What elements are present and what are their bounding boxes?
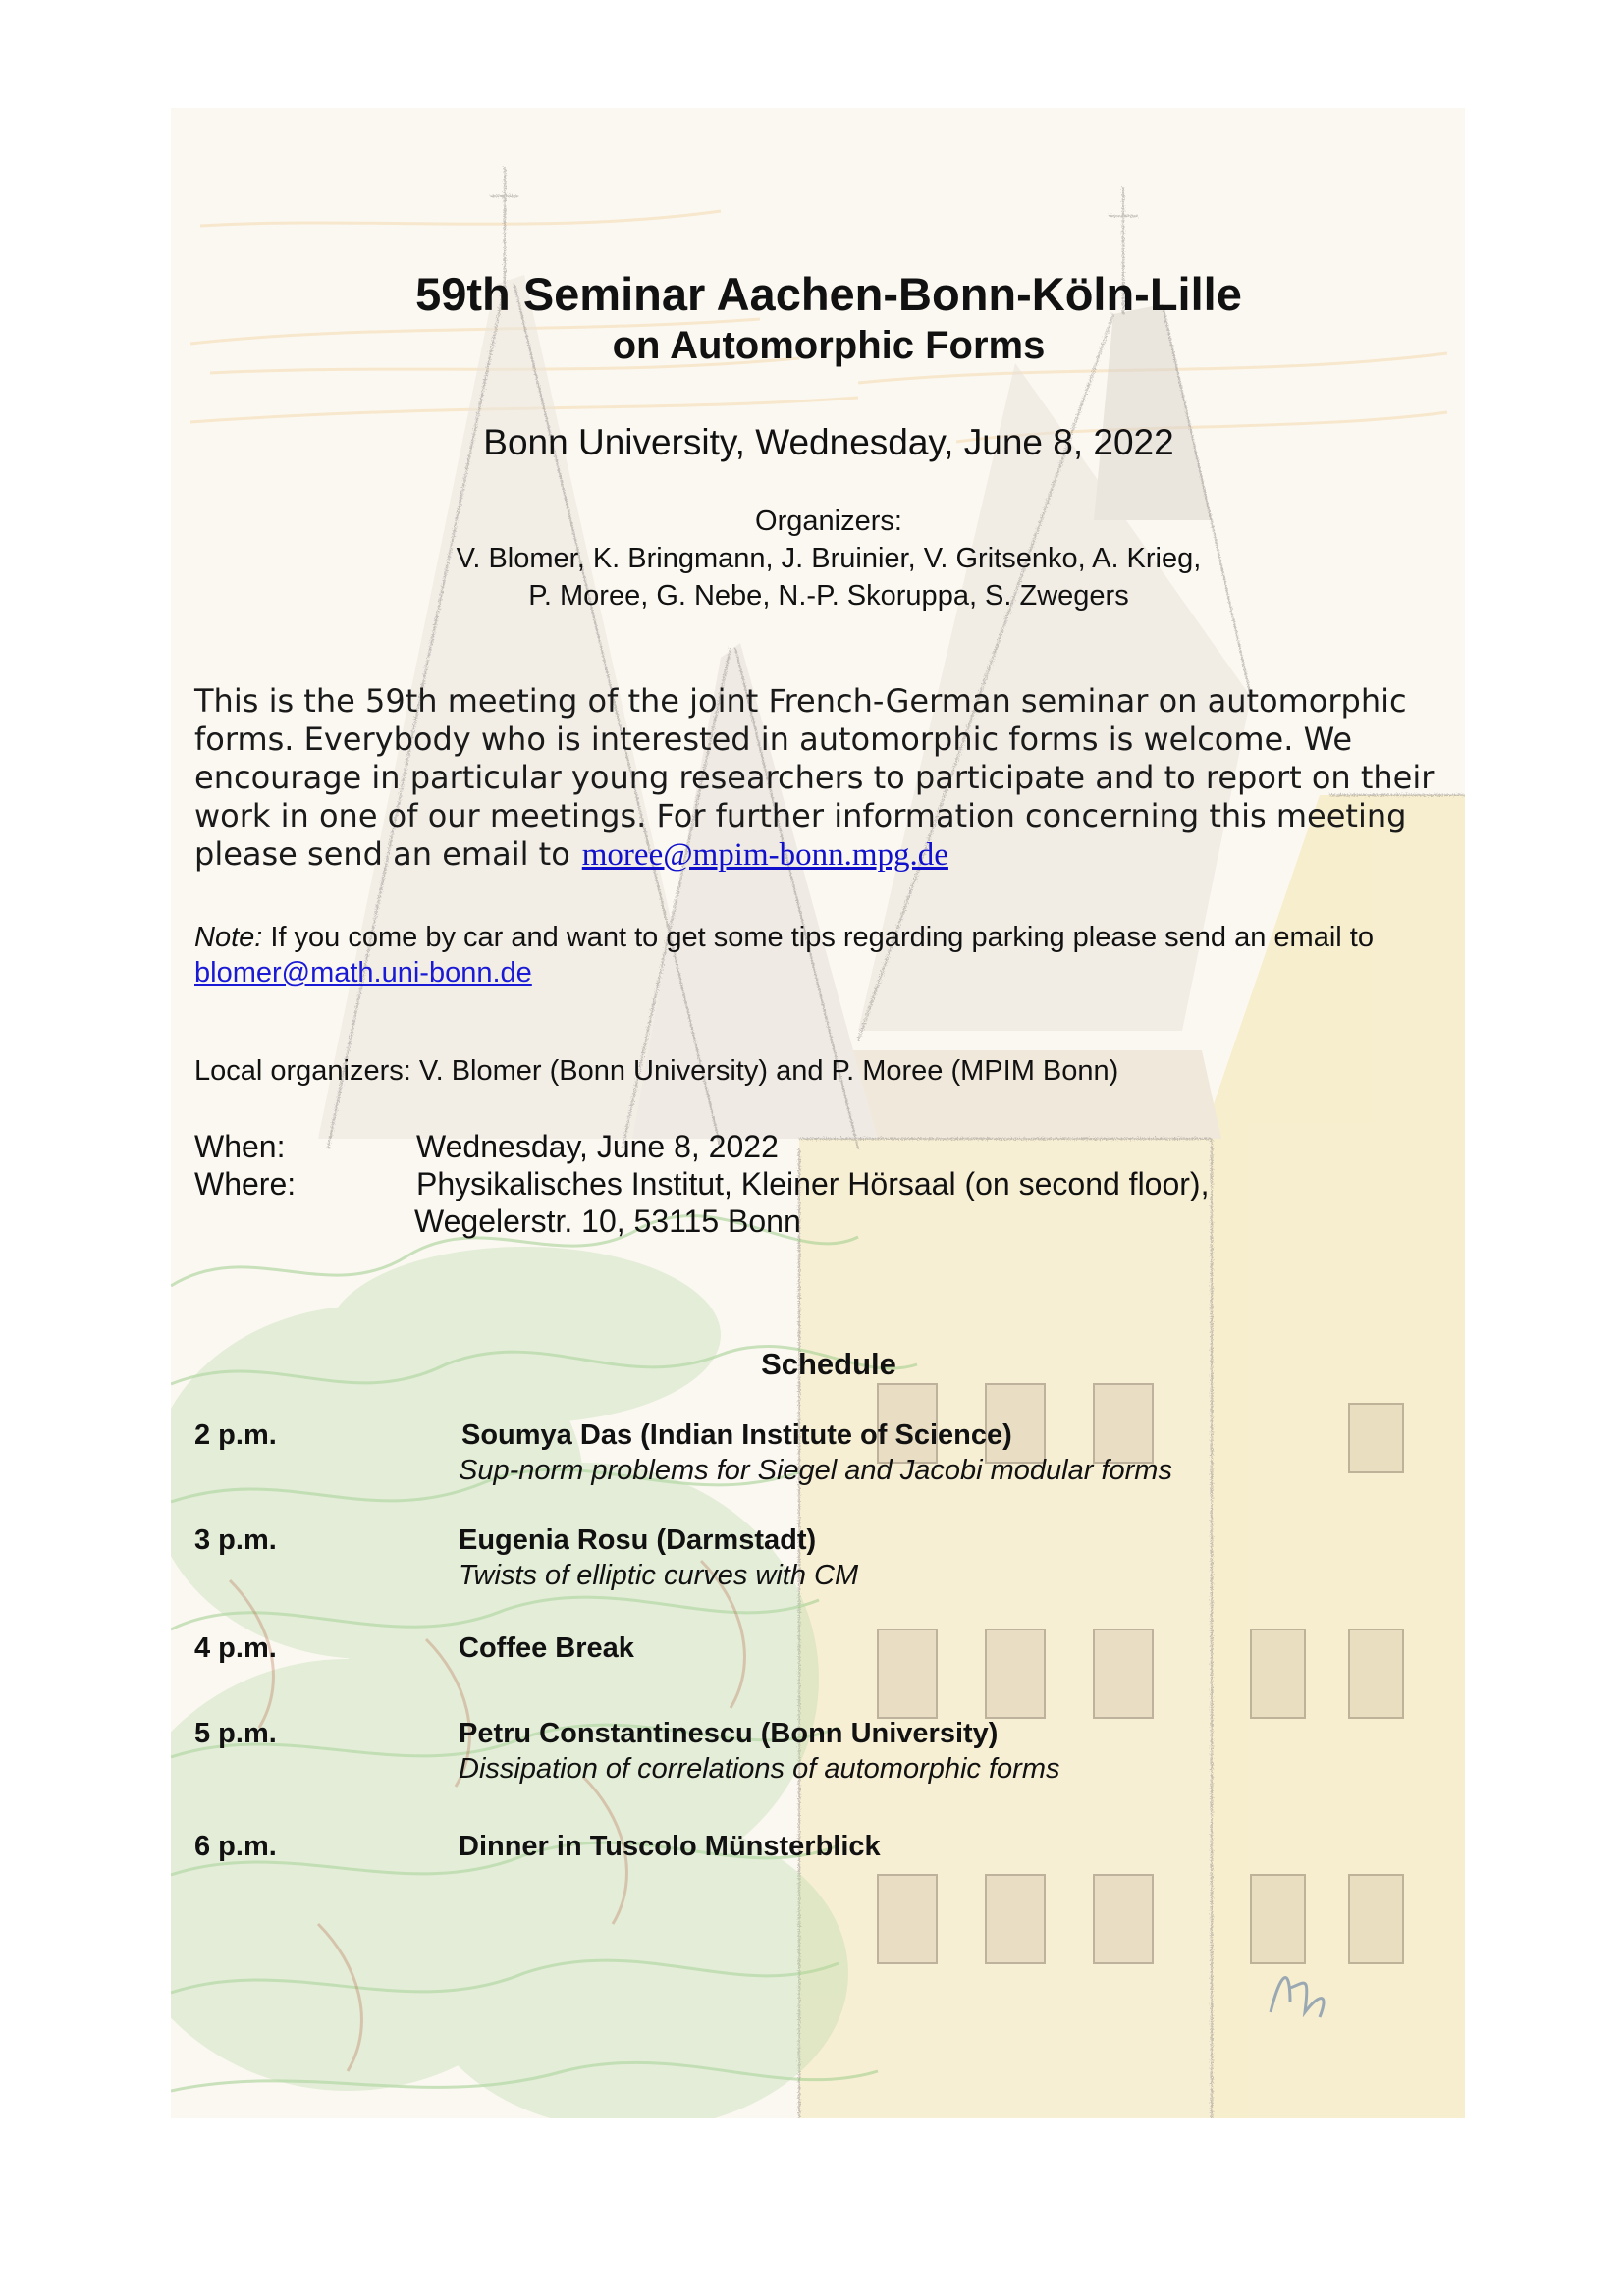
schedule-time: 6 p.m. xyxy=(194,1831,277,1862)
organizers-line-1: V. Blomer, K. Bringmann, J. Bruinier, V. Gritsenko, A. Krieg, xyxy=(456,543,1202,574)
contact-email-link[interactable]: moree@mpim-bonn.mpg.de xyxy=(581,837,948,873)
schedule-time: 4 p.m. xyxy=(194,1632,277,1664)
schedule-speaker: Dinner in Tuscolo Münsterblick xyxy=(459,1831,881,1862)
organizers-label: Organizers: xyxy=(755,506,902,537)
schedule-talk-title: Dissipation of correlations of automorphic forms xyxy=(459,1753,1060,1785)
note-text: If you come by car and want to get some tips regarding parking please send an email to xyxy=(262,922,1374,953)
page-subtitle: on Automorphic Forms xyxy=(612,324,1046,367)
intro-text: This is the 59th meeting of the joint French-German seminar on automorphic forms. Everybody who is interested in automorphic forms is welcome. We encourage in particular young researchers to participate and to report on their work in one of our meetings. For further information concerning this meeting please send an email to xyxy=(194,682,1435,873)
schedule-talk-title: Twists of elliptic curves with CM xyxy=(459,1560,859,1591)
schedule-speaker: Petru Constantinescu (Bonn University) xyxy=(459,1718,999,1749)
schedule-speaker: Coffee Break xyxy=(459,1632,634,1664)
schedule-time: 5 p.m. xyxy=(194,1718,277,1749)
where-line-2: Wegelerstr. 10, 53115 Bonn xyxy=(414,1203,801,1239)
schedule-time: 3 p.m. xyxy=(194,1524,277,1556)
intro-paragraph xyxy=(194,682,1461,875)
note-label: Note: xyxy=(194,922,263,953)
where-label: Where: xyxy=(194,1166,297,1201)
poster-content xyxy=(171,108,1465,2118)
parking-note xyxy=(194,920,1465,990)
schedule-title: Schedule xyxy=(761,1347,896,1381)
poster xyxy=(171,108,1465,2118)
organizers-line-2: P. Moree, G. Nebe, N.-P. Skoruppa, S. Zwegers xyxy=(528,580,1129,612)
schedule-time: 2 p.m. xyxy=(194,1419,277,1451)
when-label: When: xyxy=(194,1129,286,1164)
event-date-line: Bonn University, Wednesday, June 8, 2022 xyxy=(483,422,1174,462)
where-line-1: Physikalisches Institut, Kleiner Hörsaal (on second floor), xyxy=(416,1166,1210,1201)
schedule-talk-title: Sup-norm problems for Siegel and Jacobi modular forms xyxy=(459,1455,1172,1486)
when-value: Wednesday, June 8, 2022 xyxy=(416,1129,779,1164)
schedule-speaker: Eugenia Rosu (Darmstadt) xyxy=(459,1524,817,1556)
schedule-speaker: Soumya Das (Indian Institute of Science) xyxy=(461,1419,1012,1451)
page-title: 59th Seminar Aachen-Bonn-Köln-Lille xyxy=(415,268,1242,320)
parking-email-link[interactable]: blomer@math.uni-bonn.de xyxy=(194,957,532,988)
local-organizers: Local organizers: V. Blomer (Bonn University) and P. Moree (MPIM Bonn) xyxy=(194,1055,1119,1087)
